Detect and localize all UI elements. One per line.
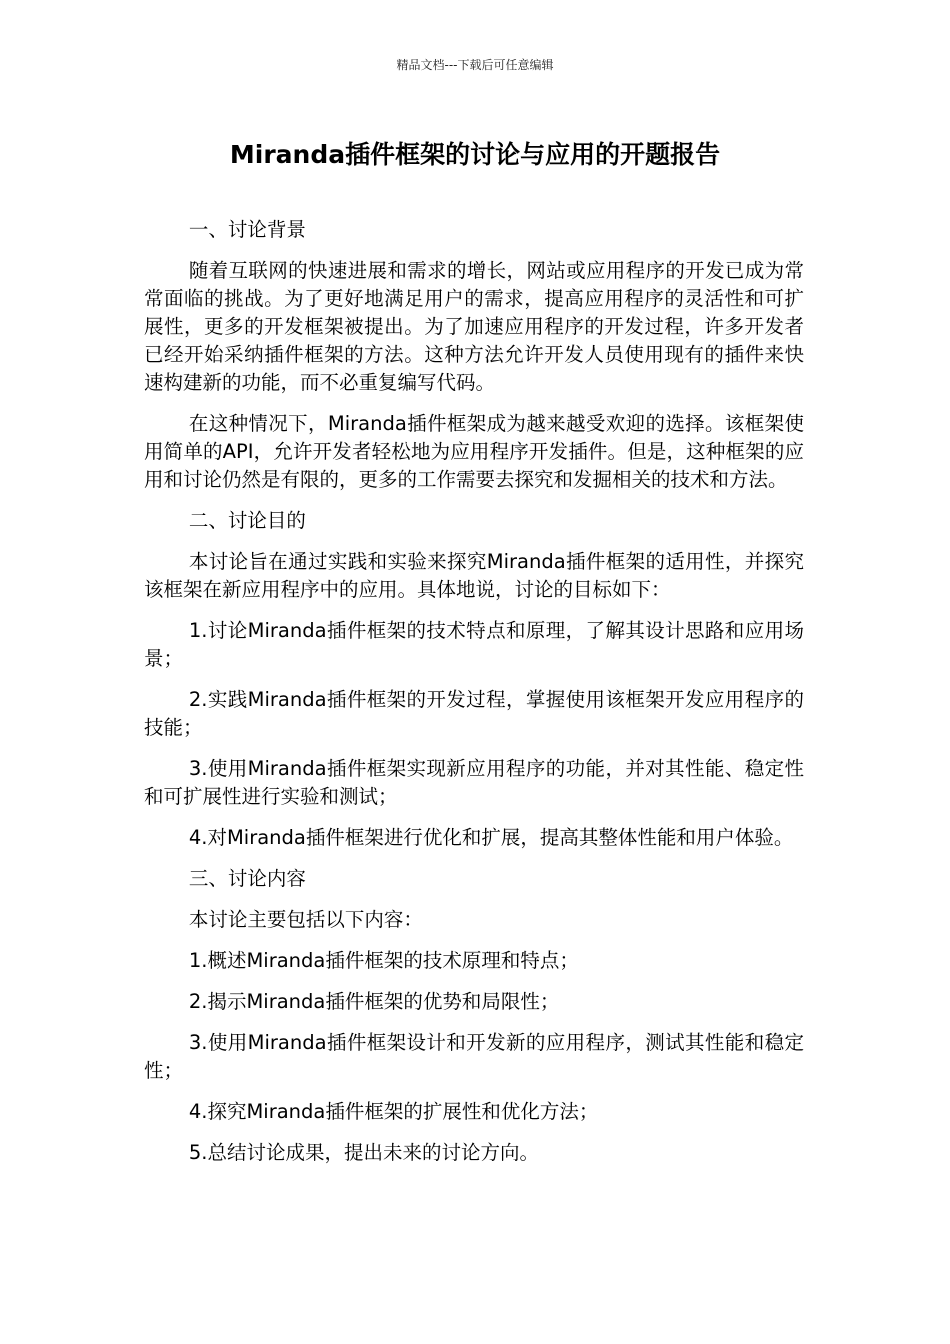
list-item-content: 3.使用Miranda插件框架设计和开发新的应用程序，测试其性能和稳定性； bbox=[144, 1031, 804, 1082]
section-heading-purpose: 二、讨论目的 bbox=[188, 509, 306, 532]
list-item-content: 1.概述Miranda插件框架的技术原理和特点； bbox=[188, 949, 579, 972]
section-heading-background: 一、讨论背景 bbox=[188, 218, 306, 241]
list-item-content: 5.总结讨论成果，提出未来的讨论方向。 bbox=[188, 1141, 539, 1164]
document-body bbox=[144, 216, 804, 1180]
paragraph-background-1: 随着互联网的快速进展和需求的增长，网站或应用程序的开发已成为常常面临的挑战。为了更好地满足用户的需求，提高应用程序的灵活性和可扩展性，更多的开发框架被提出。为了加速应用程序的开发过程，许多开发者已经开始采纳插件框架的方法。这种方法允许开发人员使用现有的插件来快速构建新的功能，而不必重复编写代码。 bbox=[144, 259, 804, 394]
list-item-purpose: 3.使用Miranda插件框架实现新应用程序的功能，并对其性能、稳定性和可扩展性进行实验和测试； bbox=[144, 757, 804, 808]
list-item-purpose: 1.讨论Miranda插件框架的技术特点和原理，了解其设计思路和应用场景； bbox=[144, 619, 804, 670]
list-item-purpose: 4.对Miranda插件框架进行优化和扩展，提高其整体性能和用户体验。 bbox=[188, 826, 794, 849]
list-item-content: 4.探究Miranda插件框架的扩展性和优化方法； bbox=[188, 1100, 599, 1123]
paragraph-purpose-intro: 本讨论旨在通过实践和实验来探究Miranda插件框架的适用性，并探究该框架在新应用程序中的应用。具体地说，讨论的目标如下： bbox=[144, 550, 804, 601]
document-title: Miranda插件框架的讨论与应用的开题报告 bbox=[229, 140, 721, 169]
list-item-content: 2.揭示Miranda插件框架的优势和局限性； bbox=[188, 990, 560, 1013]
header-note: 精品文档---下载后可任意编辑 bbox=[396, 58, 554, 72]
paragraph-content-intro: 本讨论主要包括以下内容： bbox=[188, 908, 423, 931]
section-heading-content: 三、讨论内容 bbox=[188, 867, 306, 890]
paragraph-background-2: 在这种情况下，Miranda插件框架成为越来越受欢迎的选择。该框架使用简单的API，允许开发者轻松地为应用程序开发插件。但是，这种框架的应用和讨论仍然是有限的，更多的工作需要去探究和发掘相关的技术和方法。 bbox=[144, 412, 804, 491]
list-item-purpose: 2.实践Miranda插件框架的开发过程，掌握使用该框架开发应用程序的技能； bbox=[144, 688, 804, 739]
